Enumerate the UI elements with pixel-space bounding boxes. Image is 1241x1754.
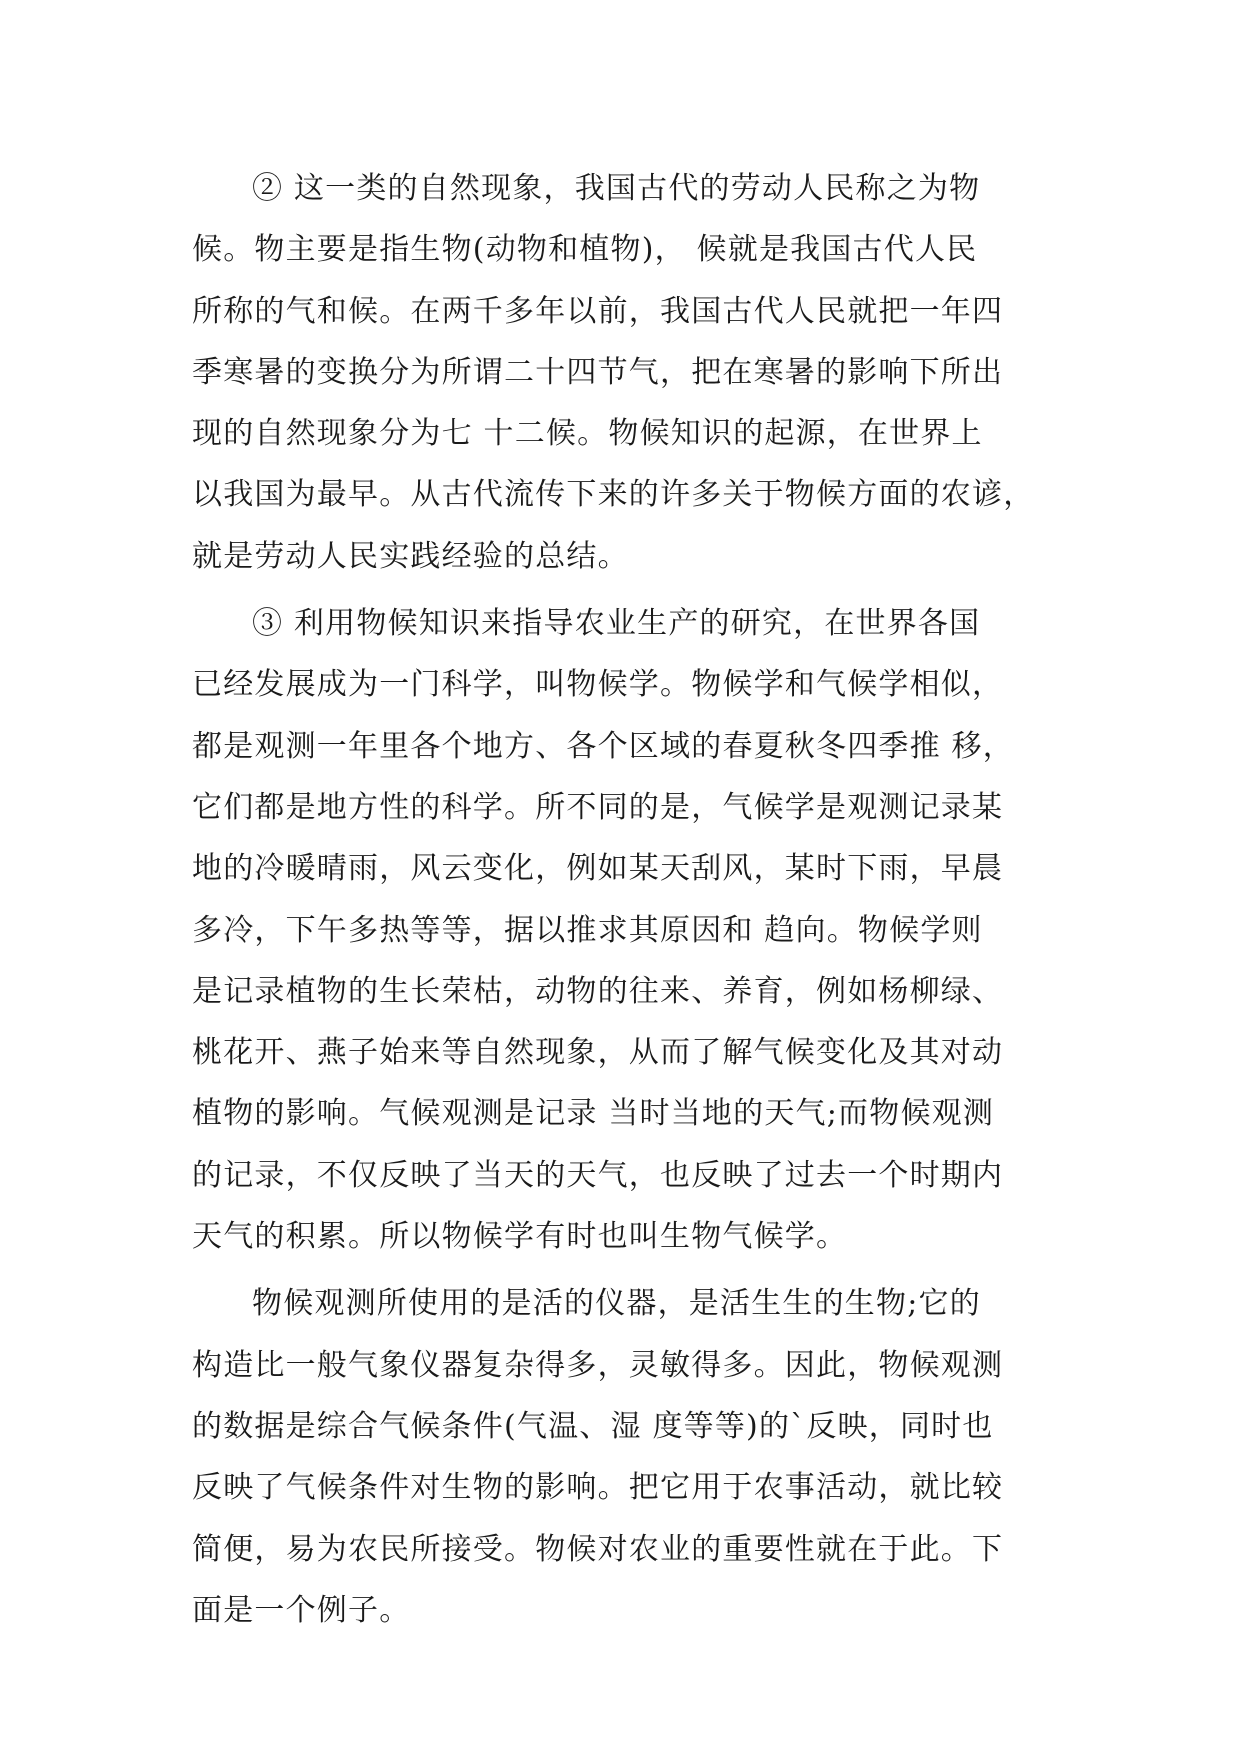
text-line: ② 这一类的自然现象，我国古代的劳动人民称之为物 xyxy=(252,171,981,206)
text-line: 候。物主要是指生物(动物和植物)， 候就是我国古代人民 xyxy=(192,232,978,268)
text-line: 面是一个例子。 xyxy=(192,1592,411,1628)
text-line: 桃花开、燕子始来等自然现象，从而了解气候变化及其对动 xyxy=(192,1035,1004,1071)
document-body xyxy=(192,158,1052,1647)
text-line: 的记录，不仅反映了当天的天气，也反映了过去一个时期内 xyxy=(192,1157,1004,1193)
text-line: 现的自然现象分为七 十二候。物候知识的起源，在世界上 xyxy=(192,416,983,452)
text-line: 所称的气和候。在两千多年以前，我国古代人民就把一年四 xyxy=(192,293,1004,329)
text-line: 物候观测所使用的是活的仪器，是活生生的生物;它的 xyxy=(252,1286,981,1322)
text-line: 季寒暑的变换分为所谓二十四节气，把在寒暑的影响下所出 xyxy=(192,354,1004,390)
text-line: 已经发展成为一门科学，叫物候学。物候学和气候学相似， xyxy=(192,667,1004,703)
text-line: 的数据是综合气候条件(气温、湿 度等等)的`反映，同时也 xyxy=(192,1408,994,1444)
text-line: 以我国为最早。从古代流传下来的许多关于物候方面的农谚， xyxy=(192,477,1035,513)
text-line: 植物的影响。气候观测是记录 当时当地的天气;而物候观测 xyxy=(192,1096,995,1132)
text-line: 简便，易为农民所接受。物候对农业的重要性就在于此。下 xyxy=(192,1531,1004,1567)
paragraph-3 xyxy=(192,593,1052,1267)
text-line: 反映了气候条件对生物的影响。把它用于农事活动，就比较 xyxy=(192,1470,1004,1506)
text-line: 都是观测一年里各个地方、各个区域的春夏秋冬四季推 移， xyxy=(192,728,1014,764)
paragraph-2 xyxy=(192,158,1052,587)
text-line: 它们都是地方性的科学。所不同的是，气候学是观测记录某 xyxy=(192,789,1004,825)
text-line: 是记录植物的生长荣枯，动物的往来、养育，例如杨柳绿、 xyxy=(192,973,1004,1009)
text-line: 就是劳动人民实践经验的总结。 xyxy=(192,538,629,574)
paragraph-4 xyxy=(192,1273,1052,1641)
text-line: ③ 利用物候知识来指导农业生产的研究，在世界各国 xyxy=(252,606,981,642)
text-line: 构造比一般气象仪器复杂得多，灵敏得多。因此，物候观测 xyxy=(192,1347,1004,1383)
text-line: 多冷，下午多热等等，据以推求其原因和 趋向。物候学则 xyxy=(192,912,983,948)
text-line: 地的冷暖晴雨，风云变化，例如某天刮风，某时下雨，早晨 xyxy=(192,851,1004,887)
text-line: 天气的积累。所以物候学有时也叫生物气候学。 xyxy=(192,1219,848,1255)
